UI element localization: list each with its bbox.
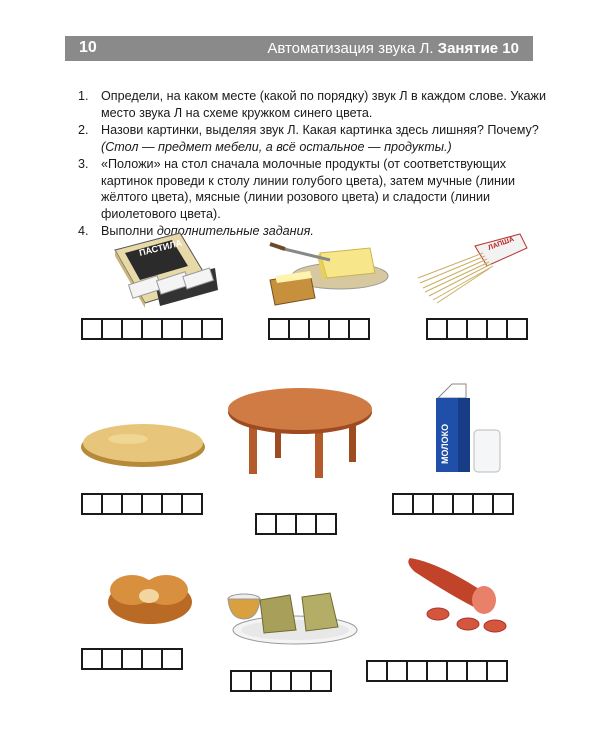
letter-cell[interactable] <box>141 318 163 340</box>
table-picture <box>225 382 375 482</box>
page-number: 10 <box>79 39 97 56</box>
letter-cell[interactable] <box>295 513 317 535</box>
letter-cell[interactable] <box>426 318 448 340</box>
letter-cell[interactable] <box>452 493 474 515</box>
butter-bread-picture <box>265 238 390 308</box>
letter-cell[interactable] <box>406 660 428 682</box>
task-note: (Стол — предмет мебели, а всё остальное — продукты.) <box>101 139 452 154</box>
letter-cell[interactable] <box>121 648 143 670</box>
pastila-picture <box>110 228 220 310</box>
letter-cell[interactable] <box>446 318 468 340</box>
moloko-label: МОЛОКО <box>440 423 450 464</box>
cells-milk <box>392 493 512 515</box>
pastila-label: ПАСТИЛА <box>138 237 183 258</box>
letter-cell[interactable] <box>101 493 123 515</box>
noodles-picture <box>415 228 530 308</box>
letter-cell[interactable] <box>121 493 143 515</box>
letter-cell[interactable] <box>290 670 312 692</box>
letter-cell[interactable] <box>181 493 203 515</box>
letter-cell[interactable] <box>275 513 297 535</box>
cells-flatbread <box>81 493 201 515</box>
letter-cell[interactable] <box>81 318 103 340</box>
letter-cell[interactable] <box>270 670 292 692</box>
task-item: 2. Назови картинки, выделяя звук Л. Какая картинка здесь лишняя? Почему? (Стол — предмет мебели, а всё остальное — продукты.) <box>78 123 539 154</box>
task-item: 4. Выполни дополнительные задания. <box>78 224 314 238</box>
letter-cell[interactable] <box>230 670 252 692</box>
letter-cell[interactable] <box>201 318 223 340</box>
letter-cell[interactable] <box>366 660 388 682</box>
task-item: 3. «Положи» на стол сначала молочные продукты (от соответствующих картинок проведи к столу линии голубого цвета), затем мучные (линии жёлтого цвета), мясные (линии розового цвета) и сладости (линии фиолетового цвета). <box>78 157 516 221</box>
cells-butter-bread <box>268 318 368 340</box>
letter-cell[interactable] <box>426 660 448 682</box>
letter-cell[interactable] <box>310 670 332 692</box>
letter-cell[interactable] <box>121 318 143 340</box>
page-title: Автоматизация звука Л. Занятие 10 <box>267 40 519 57</box>
letter-cell[interactable] <box>250 670 272 692</box>
halva-tea-picture <box>220 575 360 650</box>
letter-cell[interactable] <box>446 660 468 682</box>
sausage-picture <box>400 548 515 638</box>
letter-cell[interactable] <box>492 493 514 515</box>
cells-table <box>255 513 335 535</box>
letter-cell[interactable] <box>255 513 277 535</box>
letter-cell[interactable] <box>486 660 508 682</box>
letter-cell[interactable] <box>308 318 330 340</box>
letter-cell[interactable] <box>101 318 123 340</box>
cells-sausage <box>366 660 506 682</box>
milk-picture <box>428 378 508 478</box>
letter-cell[interactable] <box>181 318 203 340</box>
letter-cell[interactable] <box>328 318 350 340</box>
letter-cell[interactable] <box>412 493 434 515</box>
letter-cell[interactable] <box>466 660 488 682</box>
cells-pastila <box>81 318 221 340</box>
letter-cell[interactable] <box>392 493 414 515</box>
letter-cell[interactable] <box>161 318 183 340</box>
cells-bun <box>81 648 181 670</box>
letter-cell[interactable] <box>161 648 183 670</box>
letter-cell[interactable] <box>268 318 290 340</box>
letter-cell[interactable] <box>466 318 488 340</box>
letter-cell[interactable] <box>141 648 163 670</box>
letter-cell[interactable] <box>432 493 454 515</box>
letter-cell[interactable] <box>81 493 103 515</box>
letter-cell[interactable] <box>315 513 337 535</box>
bun-picture <box>102 560 197 630</box>
lesson-label: Занятие 10 <box>437 40 519 57</box>
lapsha-label: ЛАПША <box>487 236 516 252</box>
letter-cell[interactable] <box>472 493 494 515</box>
letter-cell[interactable] <box>141 493 163 515</box>
flatbread-picture <box>78 413 208 473</box>
task-list <box>78 88 548 241</box>
letter-cell[interactable] <box>506 318 528 340</box>
letter-cell[interactable] <box>386 660 408 682</box>
letter-cell[interactable] <box>101 648 123 670</box>
letter-cell[interactable] <box>486 318 508 340</box>
task-item: 1. Определи, на каком месте (какой по порядку) звук Л в каждом слове. Укажи место звука Л на схеме кружком синего цвета. <box>78 89 546 120</box>
letter-cell[interactable] <box>161 493 183 515</box>
letter-cell[interactable] <box>288 318 310 340</box>
cells-noodles <box>426 318 526 340</box>
letter-cell[interactable] <box>81 648 103 670</box>
letter-cell[interactable] <box>348 318 370 340</box>
cells-halva-tea <box>230 670 330 692</box>
page-header <box>65 36 533 61</box>
